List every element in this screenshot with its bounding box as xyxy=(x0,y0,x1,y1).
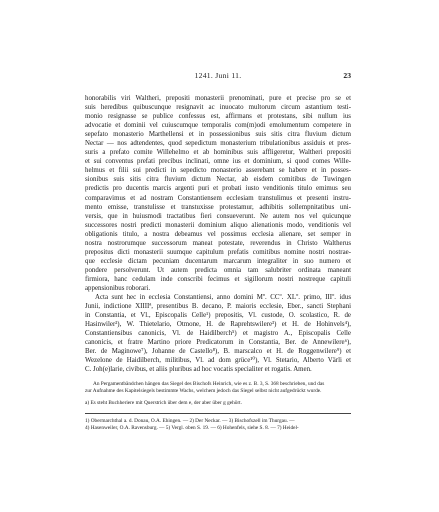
charter-body-text xyxy=(85,94,351,374)
body-line: pondere persolverunt. Ut autem predicta omnia tam salubriter ordinata maneant xyxy=(85,266,351,274)
body-line: suris a prefato comite Willehelmo et ab hominibus suis affligeretur, Waltheri prepositi xyxy=(85,149,351,157)
footnote-a xyxy=(85,400,351,407)
source-note-line: An Pergamentbändchen hängen das Siegel des Bischofs Heinrich, wie es z. B. 3, S. 368 beschrieben, und das xyxy=(93,380,325,387)
body-line: Acta sunt hec in ecclesia Constantiensi, anno domini Mº. CCº. XLº. primo, IIIº. idus xyxy=(95,294,351,302)
body-line: sionibus suis sitis citra fluvium dictum Nectar, ab eisdem comitibus de Tuwingen xyxy=(85,176,351,184)
body-line: que ecclesie dictam pecuniam ducentarum marcarum integraliter in suo numero et xyxy=(85,257,351,265)
body-line: et sui conventus prefati precibus inclinati, omne ius et dominium, si quod comes Wille- xyxy=(85,158,351,166)
body-line: firmiora, hanc cedulam inde conscribi fecimus et sigillorum nostri nostreque capituli xyxy=(85,275,351,283)
body-line: obligationis titulo, a nostra debeamus vel possimus ecclesia alienare, set semper in xyxy=(85,230,351,238)
body-line: Ber. de Maginowe⁷), Johanne de Castello⁸), B. marscalco et H. de Roggenwilere⁹) et xyxy=(85,348,351,356)
body-line: honorabilis viri Waltheri, prepositi monasterii prenominati, pure et precise pro se et xyxy=(85,95,351,102)
page-number: 23 xyxy=(343,71,351,80)
body-line: Hasinwiler²), W. Thietelario, Otmone, H. de Raprehtswilere³) et H. de Hohinvels⁴), xyxy=(85,321,351,329)
footnote-divider xyxy=(85,413,351,414)
body-line: versis, que in huiusmodi tractatibus fieri consueverunt. Ne autem nos vel quicunque xyxy=(85,212,351,220)
body-line: nostra nostrorumque successorum maneat potestate, reverendus in Christo Waltherus xyxy=(85,239,351,247)
body-line: Wezelone de Haidilberch, militibus, Vl. ad dom grüce¹⁰), Vl. Stetario, Alberto Värli et xyxy=(85,357,351,365)
numbered-note-line: 4) Hasenweiler, O.A. Ravensburg. — 5) Vergl. oben S. 19. — 6) Hohenfels, siehe S. 8. — 7) Heidel- xyxy=(85,424,299,431)
body-line: comparavimus et ad nostram Constantiensem ecclesiam transtulimus et presenti instru- xyxy=(85,194,351,202)
body-line: prepositus dicti monasterii suumque capitulum prefatis comitibus nomine nostri nostrae- xyxy=(85,248,351,256)
body-line: Nectar — nos adtendentes, quod sepedictum monasterium tribulationibus assiduis et pres- xyxy=(85,140,351,148)
numbered-note-line: 1) Obermarchthal a. d. Donau, O.A. Ehingen. — 2) Der Neckar. — 3) Bischofszell im Thurgau. — xyxy=(85,417,295,424)
source-note xyxy=(85,381,351,395)
body-line: Constantiensibus canonicis, Vl. de Haidilberch⁵) et magistro A., Episcopalis Celle xyxy=(85,330,351,338)
running-head-date: 1241. Juni 11. xyxy=(194,71,242,80)
body-line: sepefato monasterio Marthellensi et in possessionibus suis sitis citra fluvium dictum xyxy=(85,131,351,139)
body-line: canonicis, et fratre Martino priore Predicatorum in Constantia, Ber. de Annewilere⁶), xyxy=(85,339,351,347)
body-line: Junii, indictione XIIIIª, presentibus B. decano, P. maioris ecclesie, Eber., sancti Stephani xyxy=(85,303,351,311)
body-line: advocatie et dominii vel cuiuscumque temporalis com(m)odi emolumentum competere in xyxy=(85,122,351,130)
body-line: in Constantia, et Vl., Episcopalis Celle¹) prepositis, Vl. custode, O. scolastico, R. de xyxy=(85,312,351,320)
body-line: suis heredibus quibuscunque resignavit ac inuocato multorum circum astantium testi- xyxy=(85,104,351,112)
body-line: monio resignasse se publice confessus est, affirmans et protestans, sibi nullum ius xyxy=(85,113,351,121)
body-line: successores nostri predicti monasterii dominium aliquo alienationis modo, venditionis vel xyxy=(85,221,351,229)
body-line: predictis pro ducentis marcis argenti puri et probati iusto venditionis titulo emimus seu xyxy=(85,185,351,193)
running-head xyxy=(85,71,351,83)
source-note-line: zur Aufnahme des Kapitelsiegels bestimmte Wachs, welchem jedoch das Siegel selbst nicht aufgedrückt wurde. xyxy=(85,387,322,394)
body-line: appensionibus roborari. xyxy=(85,284,151,292)
body-line: mento emisse, transtulisse et transtuxisse protestamur, adhibitis sollempnitatibus uni- xyxy=(85,203,351,211)
numbered-footnotes xyxy=(85,418,351,432)
body-line: C. Joh(e)larie, civibus, et aliis pluribus ad hoc vocatis specialiter et rogatis. Amen. xyxy=(85,366,312,374)
footnote-a-line: a) Es steht Buchheriere mit Querstrich über dem e, der aber über g gehört. xyxy=(85,399,242,406)
body-line: helmus et filii sui predicti in sepedicto monasterio asserebant se habere et in posses- xyxy=(85,167,351,175)
